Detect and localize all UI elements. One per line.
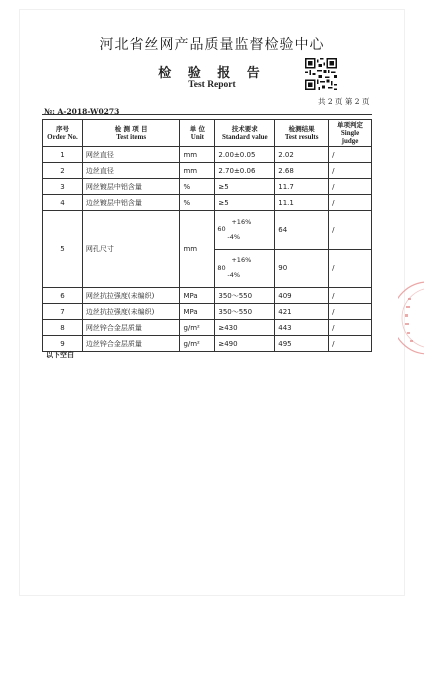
column-header: 单项判定 Single judge [329, 120, 372, 147]
table-row [43, 163, 372, 179]
cell-no: 7 [43, 304, 83, 320]
column-header: 技术要求 Standard value [215, 120, 275, 147]
cell-judge: / [329, 211, 372, 250]
cell-judge: / [329, 320, 372, 336]
cell-no: 9 [43, 336, 83, 352]
cell-unit: mm [180, 147, 215, 163]
page-number: 共 2 页 第 2 页 [318, 97, 370, 106]
cell-result: 409 [275, 288, 329, 304]
cell-standard: 350～550 [215, 304, 275, 320]
test-results-table [42, 119, 372, 352]
cell-no: 4 [43, 195, 83, 211]
tolerance-lower: -4% [227, 271, 241, 279]
cell-item: 网孔尺寸 [82, 211, 180, 288]
cell-item: 网丝直径 [82, 147, 180, 163]
column-header: 检 测 项 目 Test items [82, 120, 180, 147]
table-header-row [43, 120, 372, 147]
cell-unit: % [180, 179, 215, 195]
cell-item: 边丝锌合金层质量 [82, 336, 180, 352]
report-title-cn: 检 验 报 告 [158, 66, 266, 81]
tolerance-upper: +16% [231, 256, 252, 264]
column-header: 序号 Order No. [43, 120, 83, 147]
cell-result: 11.1 [275, 195, 329, 211]
cell-standard: 2.70±0.06 [215, 163, 275, 179]
cell-no: 8 [43, 320, 83, 336]
cell-item: 网丝锌合金层质量 [82, 320, 180, 336]
cell-item: 网丝抗拉强度(未编织) [82, 288, 180, 304]
cell-judge: / [329, 195, 372, 211]
report-title-en: Test Report [188, 80, 236, 90]
cell-item: 网丝镀层中铝含量 [82, 179, 180, 195]
cell-unit: MPa [180, 288, 215, 304]
cell-unit: mm [180, 163, 215, 179]
cell-result: 11.7 [275, 179, 329, 195]
cell-item: 边丝镀层中铝含量 [82, 195, 180, 211]
cell-item: 边丝直径 [82, 163, 180, 179]
cell-judge: / [329, 249, 372, 288]
tolerance-nominal: 60 [217, 225, 226, 233]
cell-unit: g/m² [180, 336, 215, 352]
column-header: 单 位 Unit [180, 120, 215, 147]
cell-standard: ≥430 [215, 320, 275, 336]
cell-result: 443 [275, 320, 329, 336]
cell-result: 2.02 [275, 147, 329, 163]
cell-no: 3 [43, 179, 83, 195]
cell-result: 2.68 [275, 163, 329, 179]
tolerance-lower: -4% [227, 232, 241, 241]
cell-no: 2 [43, 163, 83, 179]
cell-judge: / [329, 288, 372, 304]
organization-name: 河北省丝网产品质量监督检验中心 [99, 37, 325, 53]
cell-no: 6 [43, 288, 83, 304]
cell-result: 90 [275, 249, 329, 288]
table-row [43, 320, 372, 336]
cell-result: 421 [275, 304, 329, 320]
cell-no: 5 [43, 211, 83, 288]
cell-judge: / [329, 179, 372, 195]
cell-judge: / [329, 147, 372, 163]
cell-standard-tolerance [215, 249, 275, 288]
blank-below-note: 以下空白 [46, 350, 74, 359]
cell-standard: ≥5 [215, 195, 275, 211]
cell-judge: / [329, 163, 372, 179]
cell-judge: / [329, 304, 372, 320]
cell-standard: ≥490 [215, 336, 275, 352]
table-row [43, 304, 372, 320]
tolerance-nominal: 80 [217, 263, 226, 272]
cell-judge: / [329, 336, 372, 352]
table-row [43, 179, 372, 195]
cell-standard: 350～550 [215, 288, 275, 304]
cell-standard: ≥5 [215, 179, 275, 195]
cell-standard-tolerance [215, 211, 275, 250]
cell-standard: 2.00±0.05 [215, 147, 275, 163]
cell-no: 1 [43, 147, 83, 163]
qr-code-icon [305, 58, 337, 90]
table-row [43, 147, 372, 163]
cell-item: 边丝抗拉强度(未编织) [82, 304, 180, 320]
table-row-mesh-a [43, 211, 372, 250]
table-row [43, 195, 372, 211]
tolerance-upper: +16% [231, 217, 252, 226]
column-header: 检测结果 Test results [275, 120, 329, 147]
report-number: №: A-2018-W0273 [44, 107, 120, 116]
table-row [43, 336, 372, 352]
cell-unit: g/m² [180, 320, 215, 336]
header-divider [42, 114, 372, 115]
cell-unit: MPa [180, 304, 215, 320]
cell-unit: mm [180, 211, 215, 288]
cell-unit: % [180, 195, 215, 211]
official-seal-icon [398, 278, 424, 358]
table-row [43, 288, 372, 304]
cell-result: 495 [275, 336, 329, 352]
cell-result: 64 [275, 211, 329, 250]
